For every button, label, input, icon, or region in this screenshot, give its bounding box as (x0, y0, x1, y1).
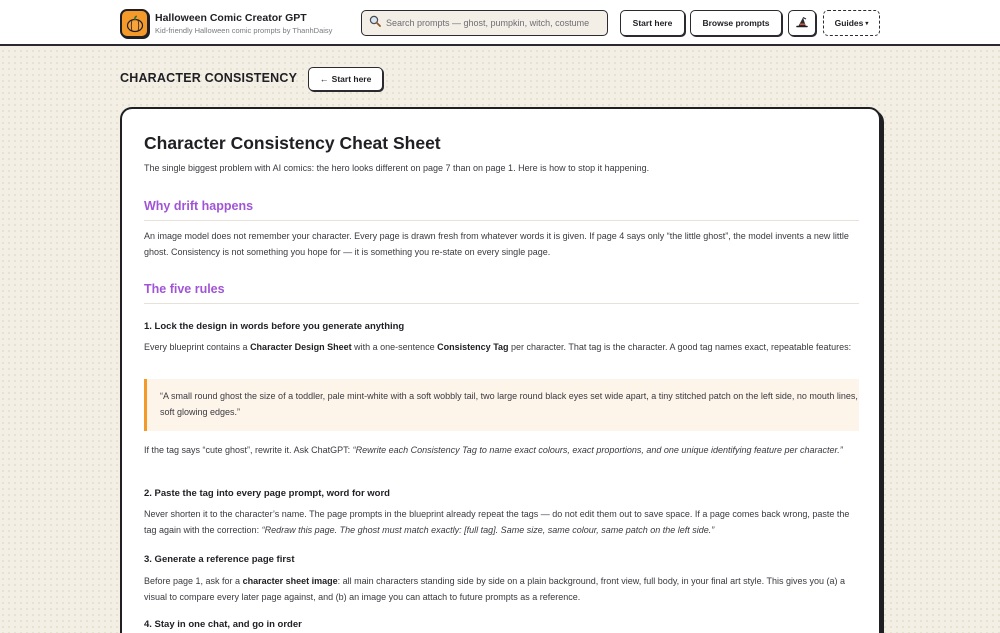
rule-3-body: Before page 1, ask for a character sheet image: all main characters standing side by side on a plain background, front view, full body, in your final art style. This gives you (a) a visual to compare every later page against, and (b) an image you can attach to future prompts as a reference. (144, 576, 846, 602)
search-icon (369, 14, 381, 32)
divider (144, 303, 859, 304)
why-heading: Why drift happens (144, 199, 254, 213)
rules-heading: The five rules (144, 282, 225, 296)
article-intro: The single biggest problem with AI comics: the hero looks different on page 7 than on page 1. Here is how to stop it happening. (144, 163, 650, 173)
rule-4-heading: 4. Stay in one chat, and go in order (144, 619, 302, 630)
rule-2-heading: 2. Paste the tag into every page prompt, word for word (144, 488, 390, 499)
why-body: An image model does not remember your character. Every page is drawn fresh from whatever words it is given. If page 4 says only “the little ghost”, the model invents a new little ghost. Consistency is not something you hope for — it is something you re-state on every single page. (144, 231, 849, 257)
guides-dropdown[interactable] (823, 10, 880, 36)
rule-2-body: Never shorten it to the character’s name. The page prompts in the blueprint already repeat the tags — do not edit them out to save space. If a page comes back wrong, paste the tag again with the correction: “Redraw this page. The ghost must match exactly: [full tag]. Same size, same colour, same patch on the left side.” (144, 509, 850, 535)
witch-hat-icon (795, 15, 809, 31)
guides-label: Guides (834, 18, 864, 28)
section-title: CHARACTER CONSISTENCY (120, 71, 298, 85)
consistency-tag-example: “A small round ghost the size of a toddler, pale mint-white with a soft wobbly tail, two large round black eyes set wide apart, a tiny stitched patch on the left side, no mouth lines, soft glowing edges.” (144, 379, 859, 431)
rule-1-heading: 1. Lock the design in words before you generate anything (144, 321, 405, 332)
app-subtitle: Kid-friendly Halloween comic prompts by ThanhDaisy (155, 25, 333, 35)
theme-toggle-button[interactable] (788, 10, 816, 36)
back-to-start-button[interactable] (308, 67, 383, 91)
rule-1-followup: If the tag says “cute ghost”, rewrite it. Ask ChatGPT: “Rewrite each Consistency Tag to name exact colours, exact proportions, and one unique identifying feature per character.” (144, 445, 843, 455)
search-box[interactable] (361, 10, 608, 36)
search-input[interactable] (386, 18, 601, 28)
rule-1-body: Every blueprint contains a Character Design Sheet with a one-sentence Consistency Tag per character. That tag is the character. A good tag names exact, repeatable features: (144, 342, 852, 352)
pumpkin-logo-icon (120, 9, 149, 38)
article-card (120, 107, 881, 633)
start-here-button[interactable]: Start here (620, 10, 685, 36)
brand[interactable] (120, 9, 332, 38)
rule-3-heading: 3. Generate a reference page first (144, 554, 295, 565)
divider (144, 220, 859, 221)
top-navbar (0, 0, 1000, 46)
chevron-down-icon: ▾ (865, 20, 869, 27)
article-title: Character Consistency Cheat Sheet (144, 133, 441, 153)
back-button-label: Start here (331, 74, 372, 84)
arrow-left-icon: ← (319, 74, 329, 84)
browse-prompts-button[interactable]: Browse prompts (690, 10, 782, 36)
app-title: Halloween Comic Creator GPT (155, 11, 307, 24)
